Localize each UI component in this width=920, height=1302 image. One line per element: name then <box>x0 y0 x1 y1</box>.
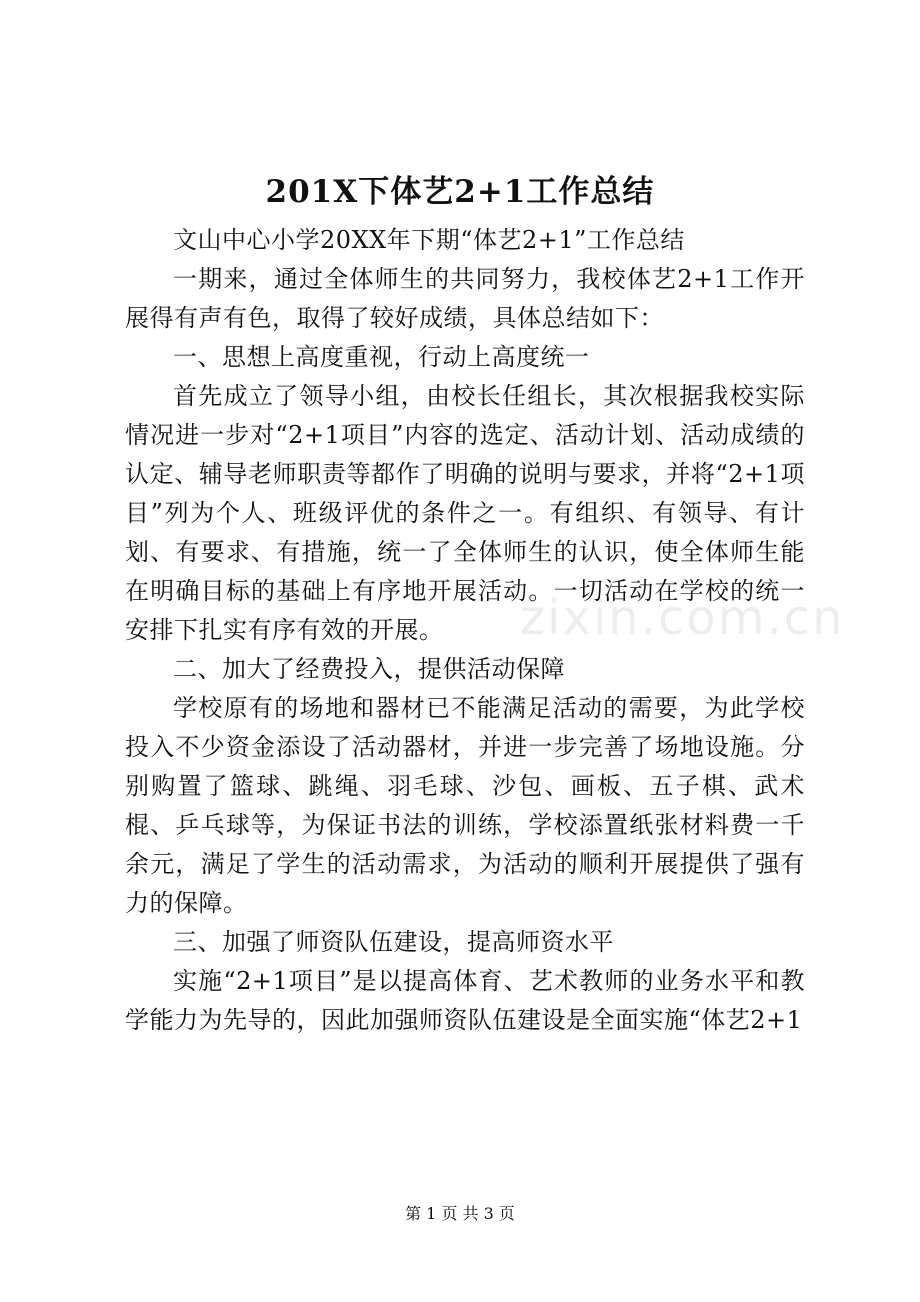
section-2-heading: 二、加大了经费投入，提供活动保障 <box>173 655 565 683</box>
page-footer: 第 1 页 共 3 页 <box>405 1204 515 1223</box>
document-title: 201X下体艺2+1工作总结 <box>265 174 655 210</box>
intro-paragraph: 一期来，通过全体师生的共同努力，我校体艺2+1工作开展得有声有色，取得了较好成绩，具体总结如下： <box>125 265 805 332</box>
section-1-heading: 一、思想上高度重视，行动上高度统一 <box>173 343 590 371</box>
section-3-paragraph: 实施“2+1项目”是以提高体育、艺术教师的业务水平和教学能力为先导的，因此加强师资队伍建设是全面实施“体艺2+1 <box>125 967 805 1034</box>
section-3-heading: 三、加强了师资队伍建设，提高师资水平 <box>173 928 614 956</box>
section-2-paragraph: 学校原有的场地和器材已不能满足活动的需要，为此学校投入不少资金添设了活动器材，并进一步完善了场地设施。分别购置了篮球、跳绳、羽毛球、沙包、画板、五子棋、武术棍、乒乓球等，为保证书法的训练，学校添置纸张材料费一千余元，满足了学生的活动需求，为活动的顺利开展提供了强有力的保障。 <box>125 694 805 917</box>
section-1-paragraph: 首先成立了领导小组，由校长任组长，其次根据我校实际情况进一步对“2+1项目”内容的选定、活动计划、活动成绩的认定、辅导老师职责等都作了明确的说明与要求，并将“2+1项目”列为个人、班级评优的条件之一。有组织、有领导、有计划、有要求、有措施，统一了全体师生的认识，使全体师生能在明确目标的基础上有序地开展活动。一切活动在学校的统一安排下扎实有序有效的开展。 <box>125 382 805 644</box>
document-body <box>125 221 805 1040</box>
watermark: zixin.com.cn <box>520 590 845 646</box>
document-subtitle: 文山中心小学20XX年下期“体艺2+1”工作总结 <box>173 226 685 254</box>
